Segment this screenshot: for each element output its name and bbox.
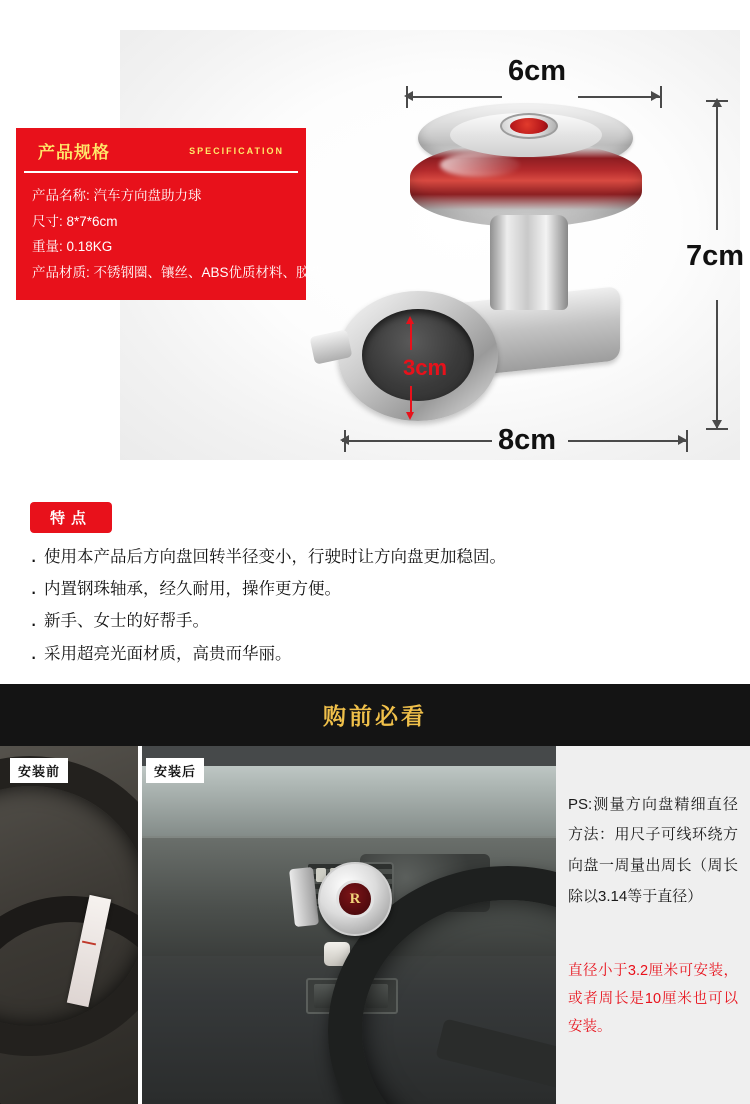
feature-item: · 采用超亮光面材质，高贵而华丽。 <box>30 638 750 670</box>
knob-badge-core <box>510 118 548 134</box>
specification-line: 产品名称: 汽车方向盘助力球 <box>32 188 202 203</box>
dim-right-line-bottom <box>716 300 718 428</box>
feature-item: · 使用本产品后方向盘回转半径变小，行驶时让方向盘更加稳固。 <box>30 541 750 573</box>
dimension-inner-label: 3cm <box>403 355 448 380</box>
label-before-installation: 安装前 <box>10 758 68 783</box>
measuring-instructions: PS:测量方向盘精细直径方法：用尺子可线环绕方向盘一周量出周长（周长除以3.14等于直径） <box>568 795 738 905</box>
dim-top-line-left <box>406 96 502 98</box>
dim-bottom-line-left <box>342 440 492 442</box>
compatibility-warning: 直径小于3.2厘米可安装，或者周长是10厘米也可以安装。 <box>568 962 738 1036</box>
feature-item: · 内置钢珠轴承，经久耐用，操作更方便。 <box>30 573 750 605</box>
banner-title: 购前必看 <box>323 703 427 730</box>
dim-top-arrow-right <box>651 91 660 101</box>
dimension-width-label: 6cm <box>508 55 567 87</box>
dim-right-tick-top <box>706 100 728 102</box>
must-read-banner <box>0 684 750 746</box>
specification-card <box>16 128 324 300</box>
dimension-height-label: 7cm <box>686 240 745 272</box>
knob-neck-column <box>490 215 568 310</box>
dim-bottom-line-right <box>568 440 686 442</box>
dim-right-line-top <box>716 100 718 230</box>
knob-gloss-highlight <box>440 153 520 177</box>
dim-inner-arrow-down <box>406 412 414 420</box>
features-badge: 特点 <box>30 502 112 533</box>
feature-item: · 新手、女士的好帮手。 <box>30 605 750 637</box>
features-section <box>0 490 750 684</box>
dim-top-tick-right <box>660 86 662 108</box>
specification-line: 尺寸: 8*7*6cm <box>32 213 118 229</box>
dimension-length-label: 8cm <box>498 424 557 456</box>
spinner-logo: R <box>336 880 374 918</box>
features-list <box>0 541 750 670</box>
dim-top-line-right <box>578 96 660 98</box>
specification-list <box>16 173 324 286</box>
specification-title: 产品规格 <box>38 143 110 162</box>
dim-bottom-tick-left <box>344 430 346 452</box>
dim-inner-line-top <box>410 320 412 350</box>
specification-line: 重量: 0.18KG <box>32 239 113 255</box>
photo-before-installation <box>0 746 138 1104</box>
purchase-note-panel <box>556 746 750 1104</box>
dim-right-tick-bottom <box>706 428 728 430</box>
label-after-installation: 安装后 <box>146 758 204 783</box>
product-hero-section <box>0 0 750 490</box>
specification-line: 产品材质: 不锈钢圈、镶丝、ABS优质材料、胶垫 <box>32 264 324 280</box>
specification-subtitle: SPECIFICATION <box>189 145 284 156</box>
product-illustration <box>300 95 680 455</box>
dim-top-tick-left <box>406 86 408 108</box>
dim-bottom-tick-right <box>686 430 688 452</box>
specification-header <box>24 128 298 173</box>
dim-inner-arrow-up <box>406 316 414 324</box>
photos-divider <box>138 746 142 1104</box>
